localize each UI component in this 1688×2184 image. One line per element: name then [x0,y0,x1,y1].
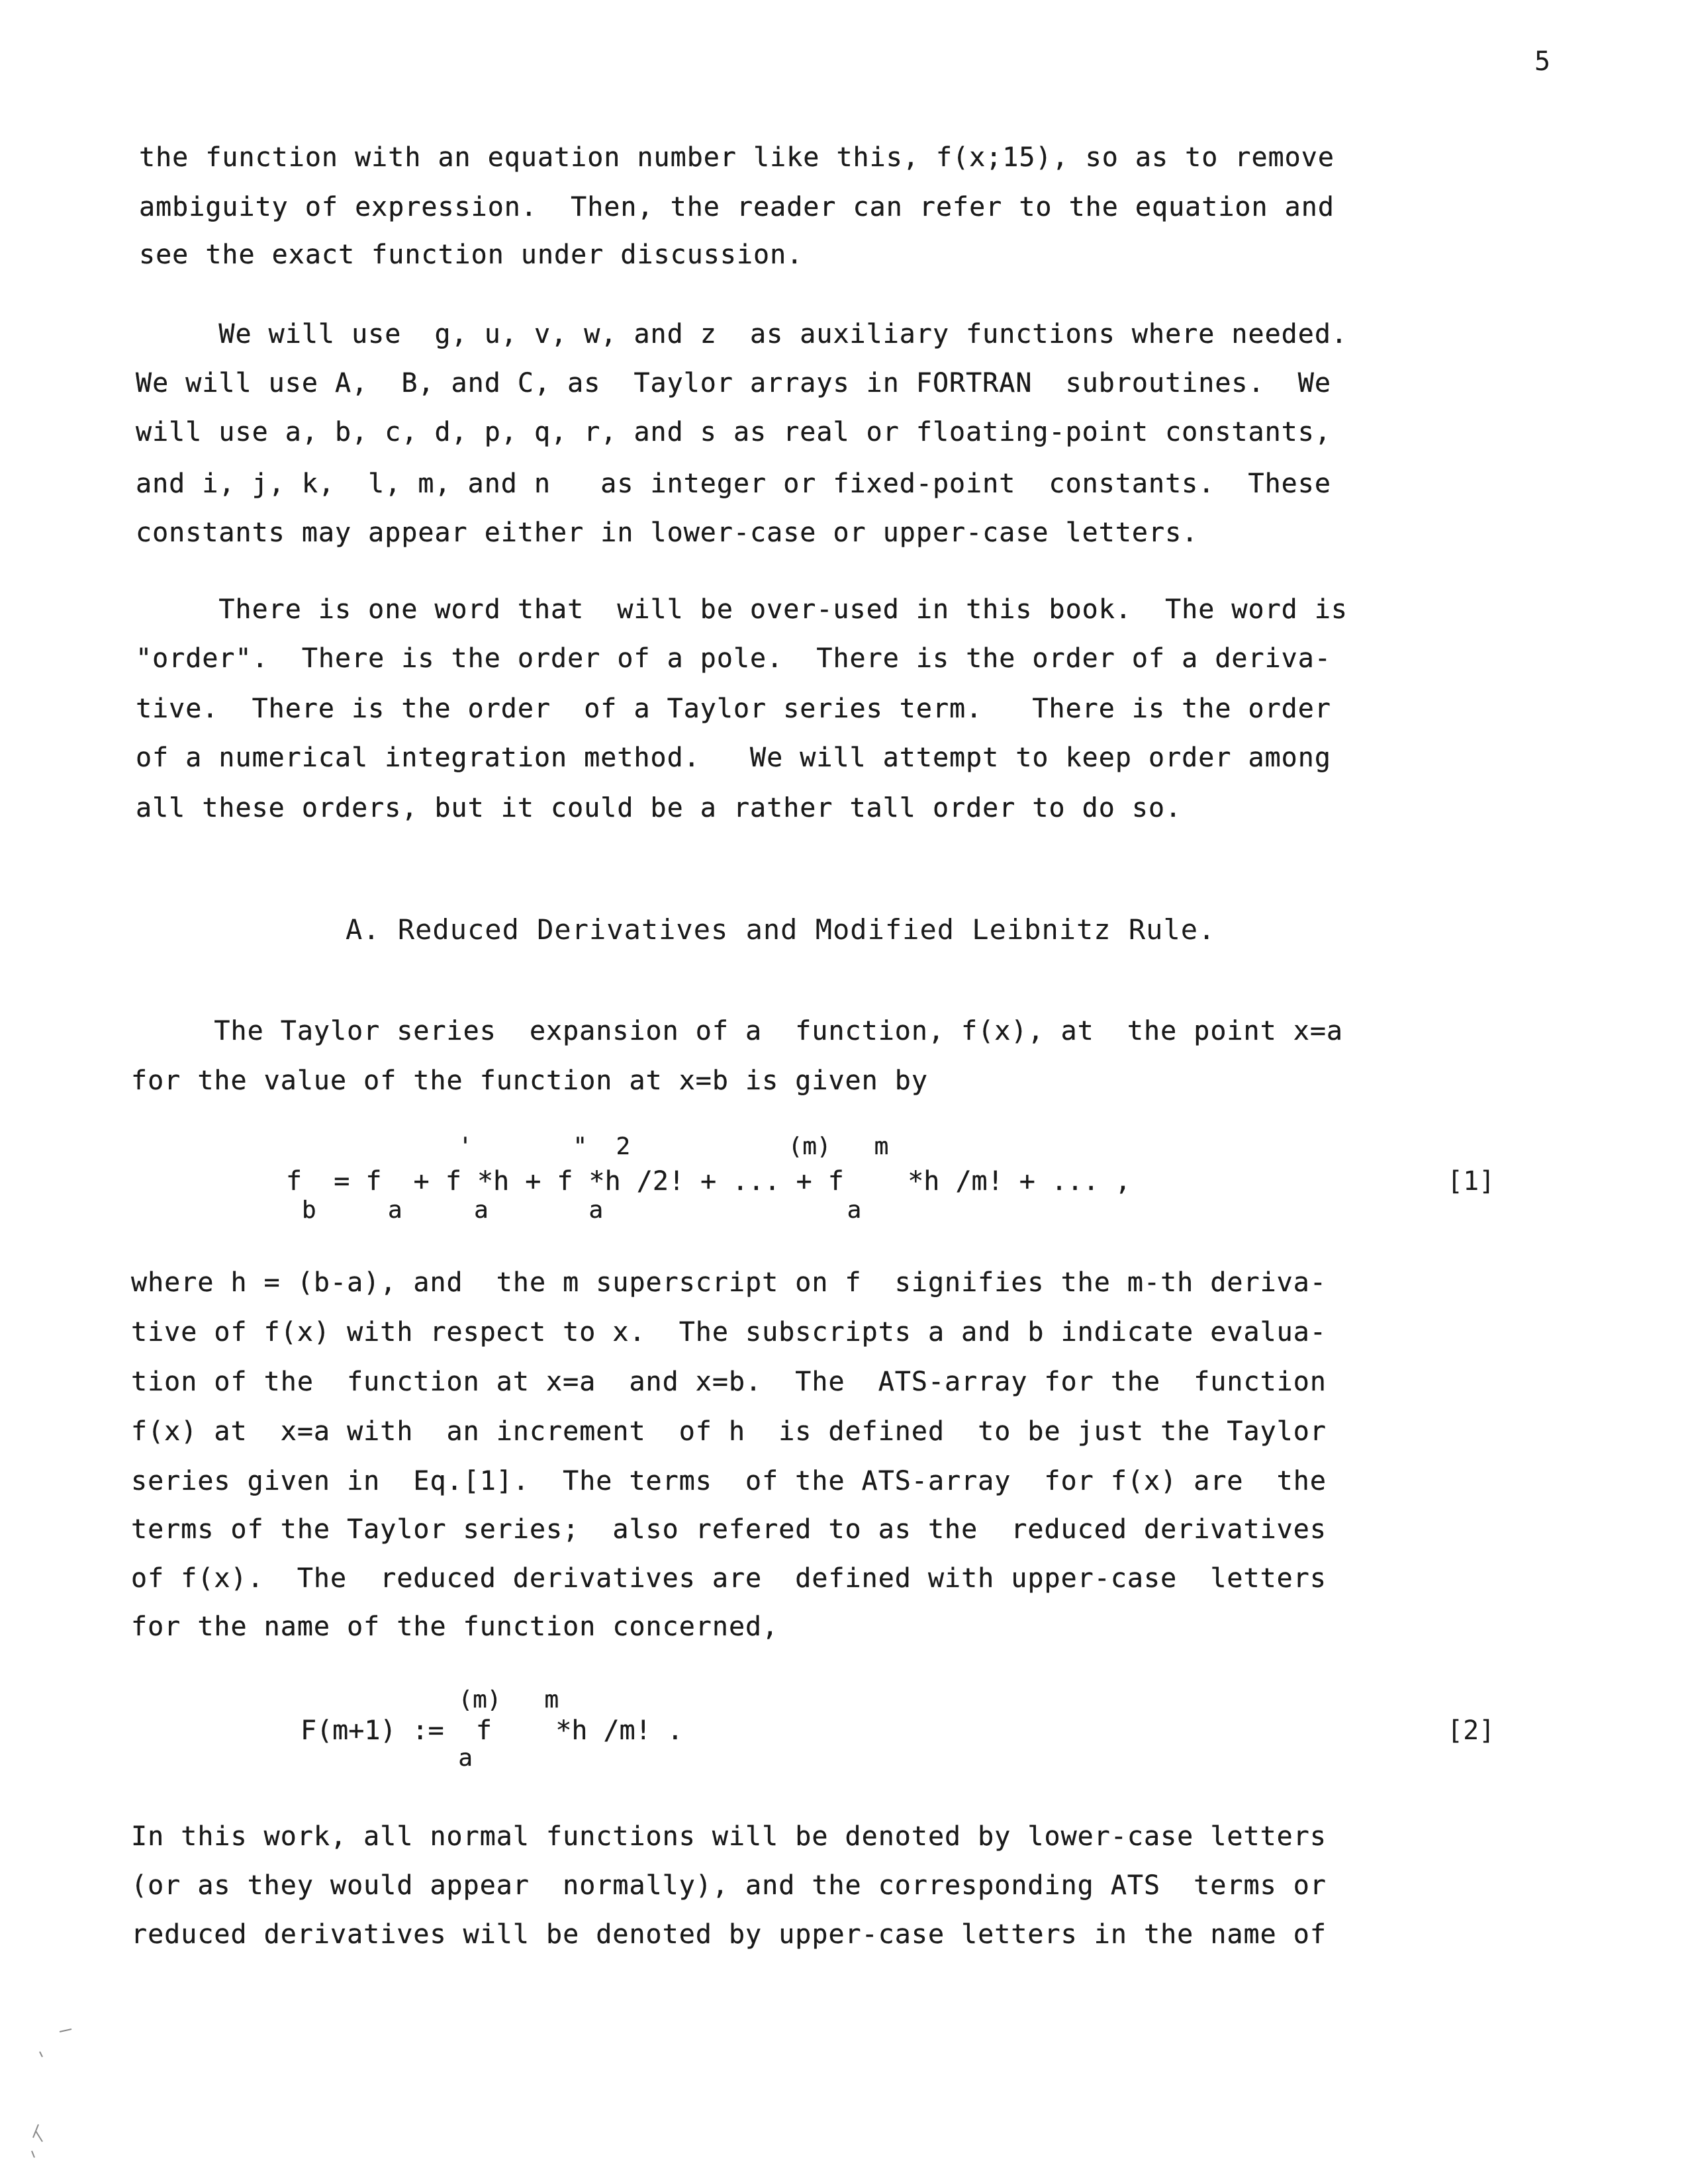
paragraph-2-line: We will use A, B, and C, as Taylor arrays in FORTRAN subroutines. We [136,368,1331,398]
paragraph-2-line: and i, j, k, l, m, and n as integer or fixed-point constants. These [136,469,1331,499]
paragraph-5-line: for the name of the function concerned, [131,1612,779,1642]
equation-1-body: f = f + f *h + f *h /2! + ... + f *h /m! + ... , [286,1166,1131,1197]
paragraph-1-line: ambiguity of expression. Then, the reader can refer to the equation and [139,192,1335,222]
equation-2-subscripts: a [301,1745,473,1772]
paragraph-5-line: f(x) at x=a with an increment of h is defined to be just the Taylor [131,1416,1327,1447]
paragraph-6-line: (or as they would appear normally), and the corresponding ATS terms or [131,1870,1327,1901]
paragraph-5-line: tive of f(x) with respect to x. The subscripts a and b indicate evalua- [131,1317,1327,1347]
paragraph-5-line: tion of the function at x=a and x=b. The ATS-array for the function [131,1367,1327,1397]
section-heading: A. Reduced Derivatives and Modified Leibnitz Rule. [346,913,1216,946]
equation-2-body: F(m+1) := f *h /m! . [301,1715,683,1746]
equation-1-subscripts: b a a a a [302,1197,862,1224]
paragraph-5-line: series given in Eq.[1]. The terms of the ATS-array for f(x) are the [131,1466,1327,1496]
paragraph-4-line: The Taylor series expansion of a function, f(x), at the point x=a [131,1016,1343,1046]
paragraph-3-line: tive. There is the order of a Taylor series term. There is the order [136,694,1331,724]
paragraph-1-line: see the exact function under discussion. [139,240,804,270]
equation-2-superscripts: (m) m [301,1686,559,1713]
paragraph-3-line: all these orders, but it could be a rather tall order to do so. [136,793,1182,823]
paragraph-2-line: will use a, b, c, d, p, q, r, and s as real or floating-point constants, [136,417,1331,447]
paragraph-3-line: "order". There is the order of a pole. There is the order of a deriva- [136,643,1331,674]
paragraph-5-line: where h = (b-a), and the m superscript on f signifies the m-th deriva- [131,1267,1327,1298]
paragraph-5-line: of f(x). The reduced derivatives are defined with upper-case letters [131,1563,1327,1594]
paragraph-5-line: terms of the Taylor series; also refered to as the reduced derivatives [131,1514,1327,1545]
paragraph-4-line: for the value of the function at x=b is given by [131,1066,928,1096]
paragraph-6-line: In this work, all normal functions will be denoted by lower-case letters [131,1821,1327,1852]
paragraph-3-line: There is one word that will be over-used in this book. The word is [136,594,1348,625]
equation-1-superscripts: ' " 2 (m) m [286,1133,889,1160]
paragraph-3-line: of a numerical integration method. We will attempt to keep order among [136,743,1331,773]
equation-2-number: [2] [1447,1715,1495,1746]
paragraph-1-line: the function with an equation number like this, f(x;15), so as to remove [139,142,1335,173]
scan-marks [13,2025,93,2171]
paragraph-2-line: constants may appear either in lower-case or upper-case letters. [136,518,1199,548]
paragraph-2-line: We will use g, u, v, w, and z as auxiliary functions where needed. [136,319,1348,349]
page-number: 5 [1534,46,1551,77]
paragraph-6-line: reduced derivatives will be denoted by upper-case letters in the name of [131,1919,1327,1950]
equation-1-number: [1] [1447,1166,1495,1197]
